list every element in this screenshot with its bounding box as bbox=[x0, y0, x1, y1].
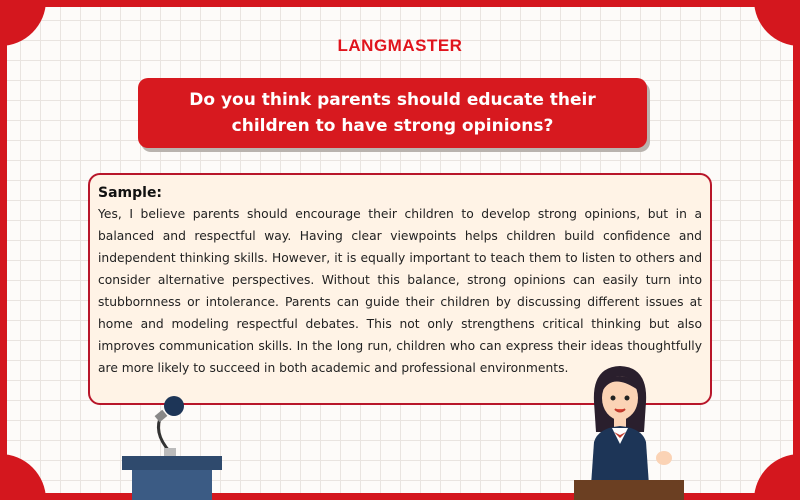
sample-heading: Sample: bbox=[98, 185, 163, 201]
logo: LANGMASTER bbox=[337, 36, 463, 55]
sample-text: Yes, I believe parents should encourage their children to develop strong opinions, but in a balanced and respectful way. Having clear viewpoints helps children build confidence and independent thinking skills. However, it is equally important to teach them to listen to others and consider alternative perspectives. Without this balance, strong opinions can easily turn into stubbornness or intolerance. Parents can guide their children by discussing different issues at home and modeling respectful debates. This not only strengthens critical thinking but also improves communication skills. In the long run, children who can express their ideas thoughtfully are more likely to succeed in both academic and professional environments. bbox=[98, 207, 702, 375]
corner-decoration bbox=[0, 454, 46, 500]
teacher-illustration bbox=[572, 362, 692, 500]
microphone-podium-icon bbox=[112, 392, 232, 500]
question-text: Do you think parents should educate their children to have strong opinions? bbox=[189, 90, 596, 136]
question-banner bbox=[138, 78, 647, 148]
corner-decoration bbox=[754, 454, 800, 500]
